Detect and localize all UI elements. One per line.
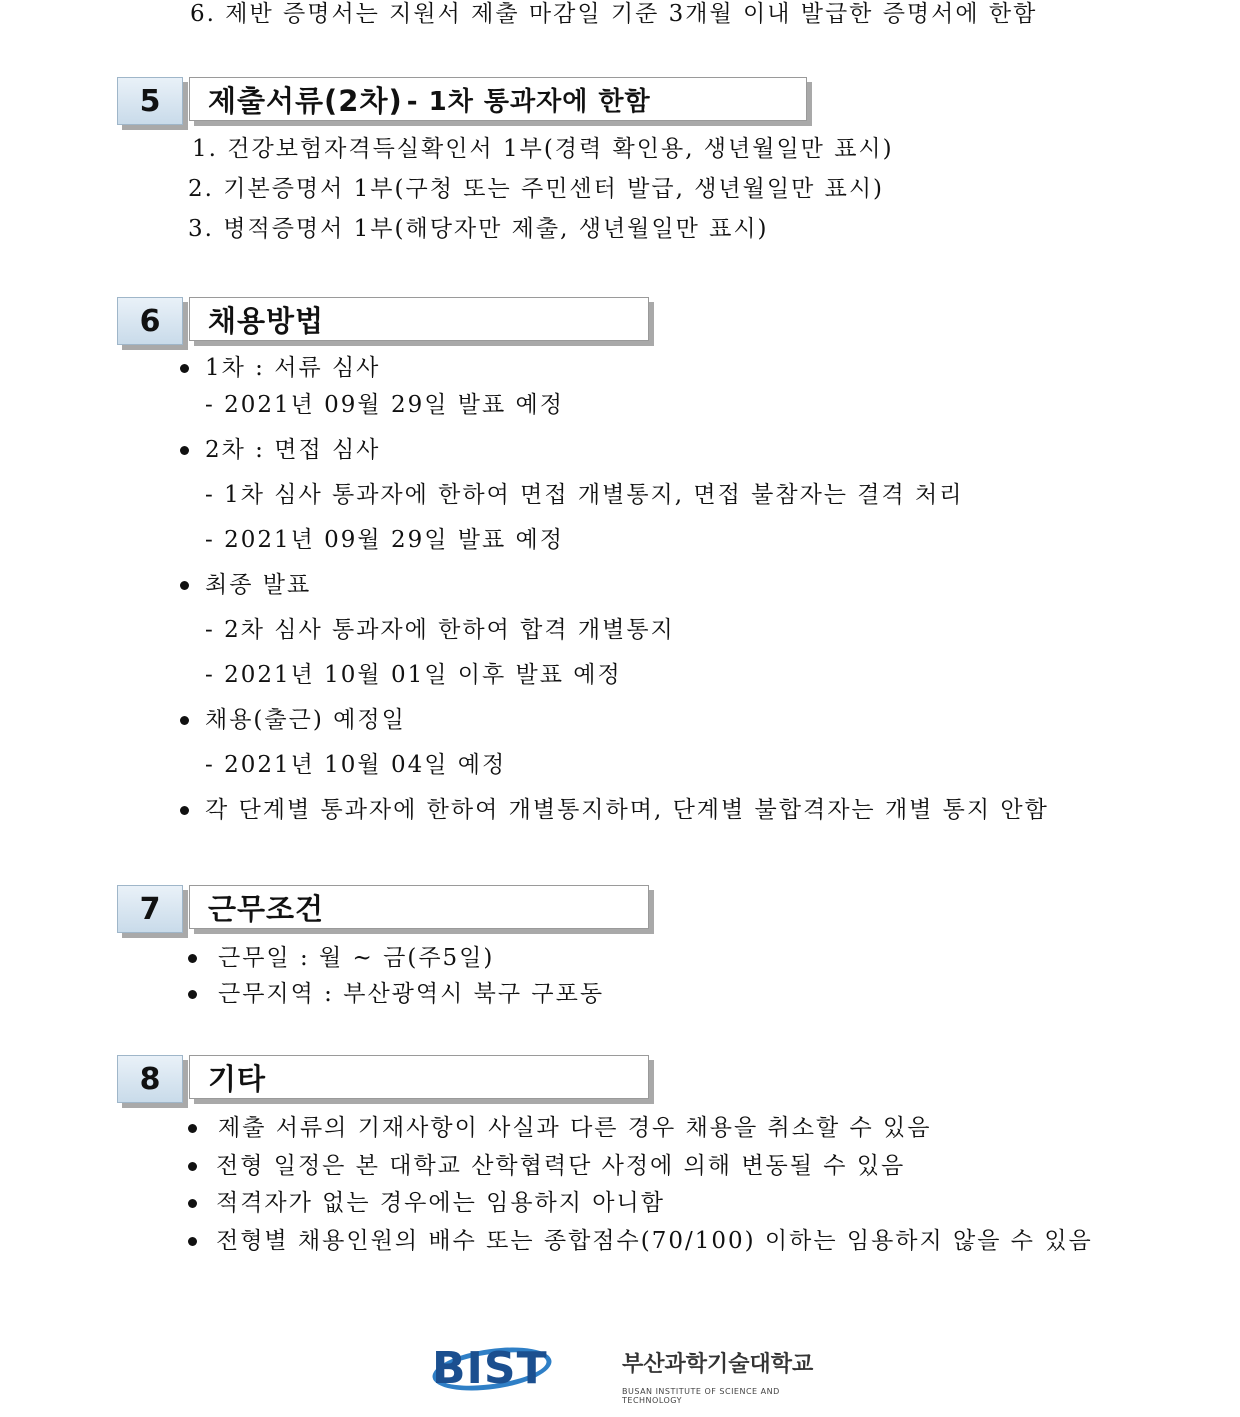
bullet-icon <box>188 954 197 963</box>
s6-bullet-5: 각 단계별 통과자에 한하여 개별통지하며, 단계별 불합격자는 개별 통지 안함 <box>205 797 1049 823</box>
bullet-icon <box>180 364 189 373</box>
section-number: 7 <box>117 885 183 933</box>
logo-mark: BIST <box>432 1343 548 1394</box>
s6-bullet-4-detail: - 2021년 10월 04일 예정 <box>205 752 507 778</box>
s6-bullet-2-detail-2: - 2021년 09월 29일 발표 예정 <box>205 527 564 553</box>
s6-bullet-4: 채용(출근) 예정일 <box>205 707 406 733</box>
s8-item-4: 전형별 채용인원의 배수 또는 종합점수(70/100) 이하는 임용하지 않을 수 있음 <box>216 1228 1093 1254</box>
section-title <box>189 1055 649 1099</box>
section-number: 8 <box>117 1055 183 1103</box>
s5-item-2: 2. 기본증명서 1부(구청 또는 주민센터 발급, 생년월일만 표시) <box>188 176 885 202</box>
bullet-icon <box>188 1162 197 1171</box>
section-5-header <box>117 77 657 133</box>
s7-item-1: 근무일 : 월 ~ 금(주5일) <box>218 945 495 971</box>
section-6-header <box>117 297 657 353</box>
section-title-main: 제출서류(2차) <box>208 83 403 118</box>
section-7-header <box>117 885 657 941</box>
s8-item-3: 적격자가 없는 경우에는 임용하지 아니함 <box>216 1190 665 1216</box>
section-title-main: 기타 <box>208 1061 267 1096</box>
bullet-icon <box>180 581 189 590</box>
section-title <box>189 885 649 929</box>
section-title-main: 근무조건 <box>208 891 325 926</box>
s6-bullet-3-detail-2: - 2021년 10월 01일 이후 발표 예정 <box>205 662 622 688</box>
s7-item-2: 근무지역 : 부산광역시 북구 구포동 <box>218 981 605 1007</box>
logo-name-korean: 부산과학기술대학교 <box>622 1352 814 1377</box>
bullet-icon <box>188 1199 197 1208</box>
section-title-main: 채용방법 <box>208 303 325 338</box>
s6-bullet-1-detail: - 2021년 09월 29일 발표 예정 <box>205 392 564 418</box>
section-title <box>189 297 649 341</box>
section-title-sub: - 1차 통과자에 한함 <box>406 86 651 117</box>
bullet-icon <box>188 1237 197 1246</box>
section-number: 6 <box>117 297 183 345</box>
section-number: 5 <box>117 77 183 125</box>
bullet-icon <box>188 990 197 999</box>
bullet-icon <box>180 716 189 725</box>
s8-item-1: 제출 서류의 기재사항이 사실과 다른 경우 채용을 취소할 수 있음 <box>218 1115 932 1141</box>
section-title <box>189 77 807 121</box>
s6-bullet-3: 최종 발표 <box>205 572 312 598</box>
s5-item-3: 3. 병적증명서 1부(해당자만 제출, 생년월일만 표시) <box>188 216 769 242</box>
s5-item-1: 1. 건강보험자격득실확인서 1부(경력 확인용, 생년월일만 표시) <box>192 136 894 162</box>
s6-bullet-3-detail-1: - 2차 심사 통과자에 한하여 합격 개별통지 <box>205 617 675 643</box>
s6-bullet-1: 1차 : 서류 심사 <box>205 355 381 381</box>
section-8-header <box>117 1055 657 1111</box>
bullet-icon <box>188 1124 197 1133</box>
bullet-icon <box>180 806 189 815</box>
s6-bullet-2: 2차 : 면접 심사 <box>205 437 381 463</box>
prior-item-6: 6. 제반 증명서는 지원서 제출 마감일 기준 3개월 이내 발급한 증명서에 한함 <box>190 1 1038 27</box>
logo-name-english: BUSAN INSTITUTE OF SCIENCE AND TECHNOLOGY <box>622 1387 780 1405</box>
s8-item-2: 전형 일정은 본 대학교 산학협력단 사정에 의해 변동될 수 있음 <box>216 1153 906 1179</box>
bullet-icon <box>180 446 189 455</box>
s6-bullet-2-detail-1: - 1차 심사 통과자에 한하여 면접 개별통지, 면접 불참자는 결격 처리 <box>205 482 964 508</box>
university-logo <box>432 1343 832 1407</box>
